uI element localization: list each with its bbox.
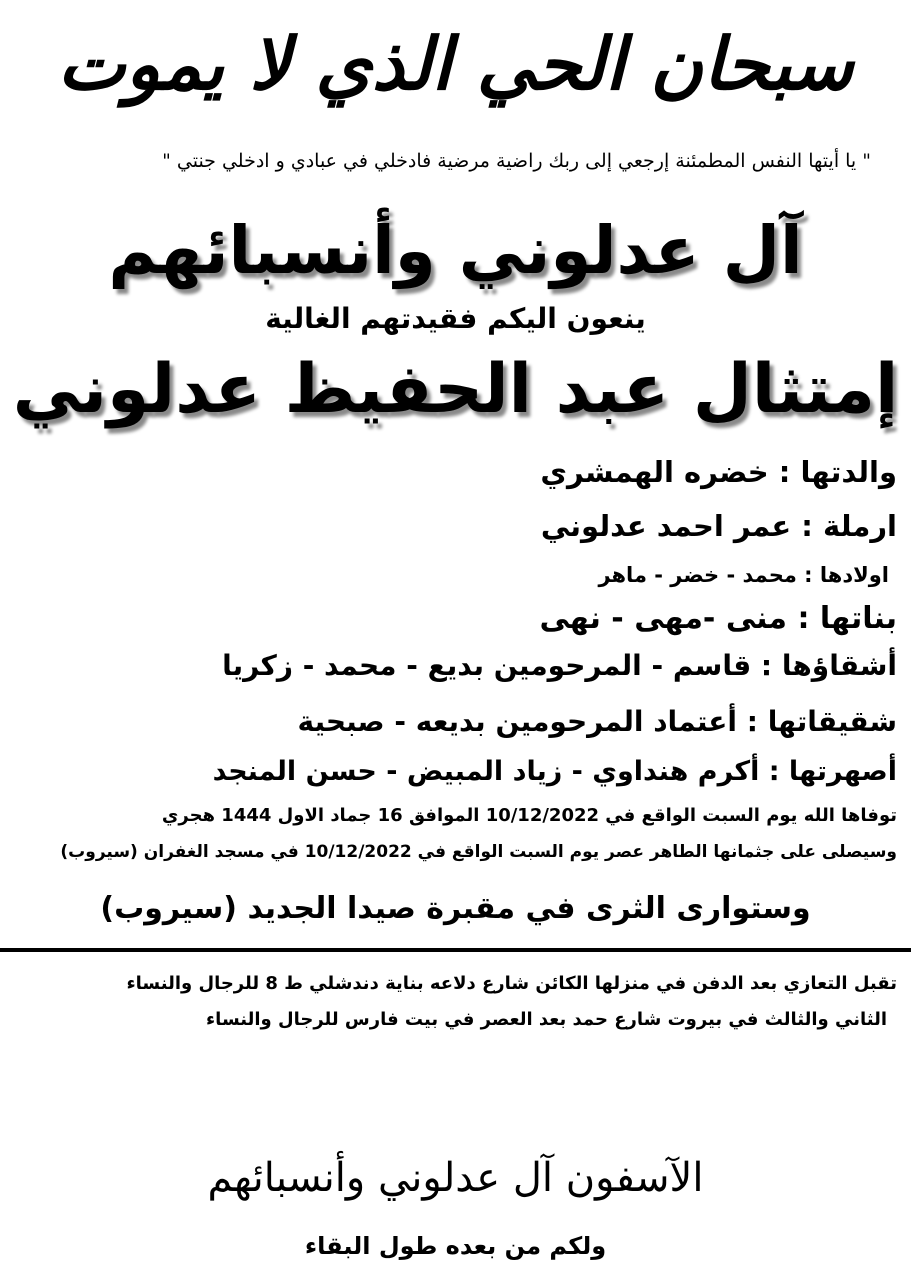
quran-verse: " يا أيتها النفس المطمئنة إرجعي إلى ربك راضية مرضية فادخلي في عبادي و ادخلي جنتي " [162,150,871,172]
divider-rule [0,948,911,952]
relative-sisters: شقيقاتها : أعتماد المرحومين بديعه - صبحية [297,705,897,738]
relative-widow: ارملة : عمر احمد عدلوني [540,509,897,543]
condolence-line-2: الثاني والثالث في بيروت شارع حمد بعد العصر في بيت فارس للرجال والنساء [205,1009,887,1030]
relative-daughters: بناتها : منى -مهى - نهى [539,601,897,636]
death-date-line: توفاها الله يوم السبت الواقع في 10/12/2022 الموافق 16 جماد الاول 1444 هجري [161,805,897,826]
burial-line: وستوارى الثرى في مقبرة صيدا الجديد (سيروب) [100,891,811,926]
relative-mother: والدتها : خضره الهمشري [540,455,897,489]
mourning-line: ينعون اليكم فقيدتهم الغالية [265,302,646,335]
relative-sons: اولادها : محمد - خضر - ماهر [598,563,889,587]
family-title: آل عدلوني وأنسبائهم [108,212,803,289]
relative-brothers: أشقاؤها : قاسم - المرحومين بديع - محمد - زكريا [222,649,897,682]
calligraphy-heading: سبحان الحي الذي لا يموت [57,21,854,106]
funeral-prayer-line: وسيصلى على جثمانها الطاهر عصر يوم السبت الواقع في 10/12/2022 في مسجد الغفران (سيروب) [60,842,897,862]
relative-in-laws: أصهرتها : أكرم هنداوي - زياد المبيض - حسن المنجد [212,756,897,787]
mourners-signature: الآسفون آل عدلوني وأنسبائهم [207,1155,704,1201]
deceased-name: إمتثال عبد الحفيظ عدلوني [12,350,899,429]
farewell-line: ولكم من بعده طول البقاء [304,1232,607,1260]
condolence-line-1: تقبل التعازي بعد الدفن في منزلها الكائن شارع دلاعه بناية دندشلي ط 8 للرجال والنساء [126,973,897,994]
